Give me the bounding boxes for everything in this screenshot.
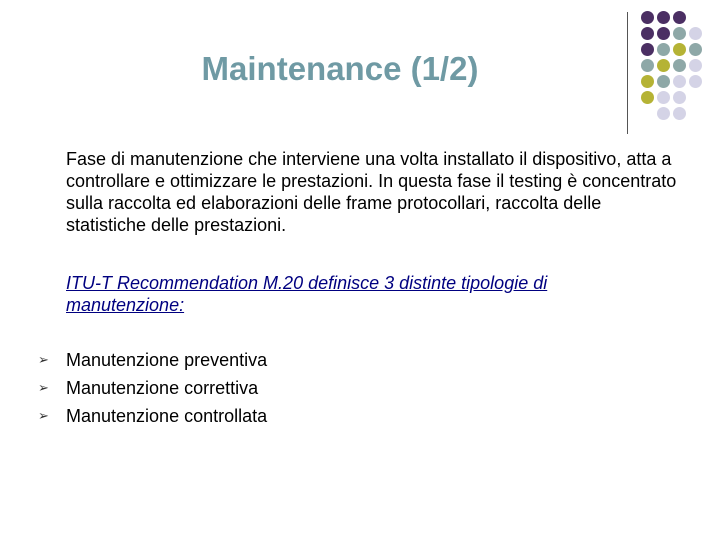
decor-dot <box>657 91 670 104</box>
arrow-bullet-icon: ➢ <box>38 408 49 423</box>
decor-dot <box>689 27 702 40</box>
decor-dot <box>641 59 654 72</box>
decor-dot <box>657 59 670 72</box>
decor-dot <box>657 27 670 40</box>
decor-dot <box>673 43 686 56</box>
decor-dot <box>689 75 702 88</box>
description-paragraph: Fase di manutenzione che interviene una volta installato il dispositivo, atta a controllare e ottimizzare le prestazioni. In questa fase il testing è concentrato sulla raccolta ed elaborazioni delle frame protocollari, raccolta delle statistiche delle prestazioni. <box>66 149 677 235</box>
arrow-bullet-icon: ➢ <box>38 380 49 395</box>
list-item <box>38 402 267 430</box>
list-item-label: Manutenzione correttiva <box>66 377 259 398</box>
decor-dot <box>673 107 686 120</box>
list-item-label: Manutenzione controllata <box>66 405 268 426</box>
decorative-divider <box>627 12 628 134</box>
decor-dot <box>673 59 686 72</box>
decor-dot <box>673 11 686 24</box>
decor-dot <box>673 91 686 104</box>
decor-dot <box>641 75 654 88</box>
decor-dot <box>657 107 670 120</box>
decor-dot <box>657 75 670 88</box>
slide-title: Maintenance (1/2) <box>201 50 479 87</box>
bullet-list <box>38 346 267 430</box>
list-item <box>38 374 267 402</box>
decor-dot <box>641 11 654 24</box>
decor-dot <box>673 75 686 88</box>
decor-dot <box>657 43 670 56</box>
decor-dot <box>657 11 670 24</box>
decor-dot <box>689 43 702 56</box>
decor-dot <box>689 59 702 72</box>
decor-dot <box>673 27 686 40</box>
decor-dot <box>641 91 654 104</box>
decor-dot <box>641 43 654 56</box>
arrow-bullet-icon: ➢ <box>38 352 49 367</box>
list-item-label: Manutenzione preventiva <box>66 349 268 370</box>
decor-dot <box>641 27 654 40</box>
list-item <box>38 346 267 374</box>
recommendation-link[interactable]: ITU-T Recommendation M.20 definisce 3 distinte tipologie di manutenzione: <box>66 273 548 315</box>
decorative-dot-grid <box>641 11 720 121</box>
